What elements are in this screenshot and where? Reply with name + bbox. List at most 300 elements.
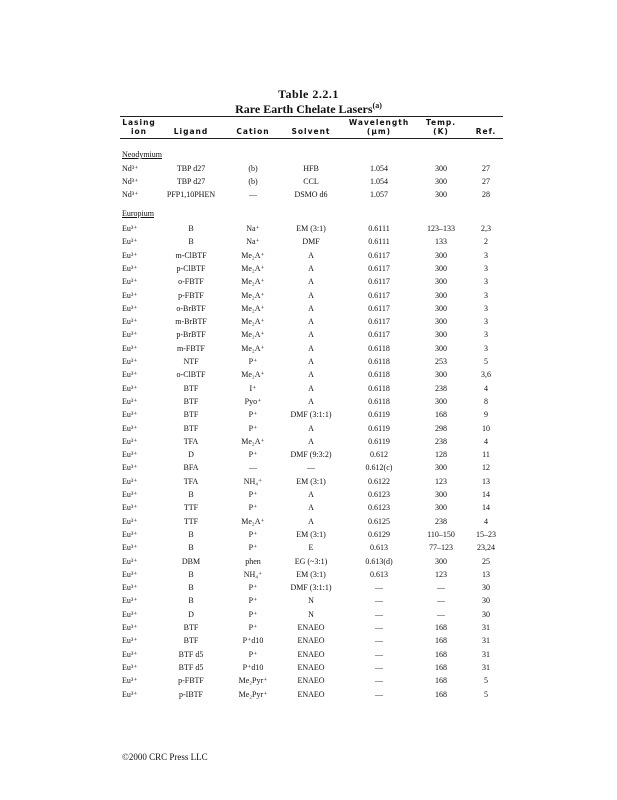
cell-cation: P⁺d10 [242,636,264,646]
cell-wavelength: 0.6119 [368,436,390,446]
cell-wavelength: 0.6119 [368,410,390,420]
cell-ligand: B [188,490,194,499]
cell-reference: 23,24 [477,543,495,553]
cell-temperature: 168 [435,636,447,646]
cell-ligand: m-BrBTF [175,317,207,327]
cell-temperature: 168 [435,649,447,659]
header-lasing-ion [118,118,160,136]
cell-temperature: 238 [435,516,447,526]
cell-temperature: 123–133 [427,224,455,233]
cell-solvent: A [308,396,314,406]
cell-lasing-ion: Eu³⁺ [122,490,138,499]
cell-wavelength: — [375,676,383,686]
cell-reference: 2,3 [481,224,491,233]
cell-ligand: TFA [183,476,199,486]
cell-wavelength: 0.6117 [368,250,390,260]
cell-temperature: 110–150 [427,529,455,539]
cell-reference: 11 [482,450,490,460]
cell-wavelength: 0.6129 [368,529,390,539]
cell-lasing-ion: Eu³⁺ [122,357,138,366]
header-bottom-rule [120,138,503,139]
cell-wavelength: 0.6111 [368,237,390,247]
cell-ligand: TTF [183,516,199,526]
cell-reference: 3 [484,330,488,340]
cell-reference: 30 [482,583,490,593]
cell-solvent: A [308,490,314,499]
cell-lasing-ion: Eu³⁺ [122,503,138,513]
cell-cation: P⁺ [248,450,258,460]
cell-temperature: 77–123 [429,543,453,553]
cell-wavelength: 0.612(c) [365,463,393,473]
table-row [0,463,617,474]
cell-lasing-ion: Eu³⁺ [122,317,138,327]
cell-solvent: EM (3:1) [296,224,326,233]
cell-ligand: m-ClBTF [175,250,207,260]
cell-reference: 4 [484,436,488,446]
cell-cation: — [249,463,257,473]
cell-lasing-ion: Eu³⁺ [122,516,138,526]
table-row [0,690,617,701]
header-temp-line2: (K) [433,127,449,136]
cell-ligand: NTF [183,357,199,366]
cell-reference: 30 [482,609,490,619]
cell-cation: P⁺d10 [242,662,264,672]
cell-cation: Na⁺ [246,237,260,247]
cell-solvent: A [308,436,314,446]
cell-solvent: N [308,596,314,606]
cell-ligand: BTF [183,623,199,632]
cell-solvent: A [308,383,314,393]
cell-wavelength: 0.613 [370,569,388,579]
table-row [0,477,617,488]
cell-cation: P⁺ [248,503,258,513]
cell-temperature: 300 [435,370,447,380]
cell-wavelength: 0.6117 [368,290,390,300]
cell-temperature: 300 [435,250,447,260]
table-row [0,424,617,435]
cell-wavelength: 0.6123 [368,490,390,499]
table-row [0,583,617,594]
cell-reference: 15–23 [476,529,496,539]
cell-cation: Me₂A⁺ [241,263,265,273]
table-row [0,370,617,381]
cell-ligand: BTF [183,383,199,393]
cell-cation: Na⁺ [246,224,260,233]
cell-ligand: B [188,583,194,593]
cell-temperature: 300 [435,263,447,273]
table-row [0,410,617,421]
table-row [0,636,617,647]
cell-reference: 31 [482,636,490,646]
cell-lasing-ion: Eu³⁺ [122,609,138,619]
cell-lasing-ion: Eu³⁺ [122,396,138,406]
cell-reference: 13 [482,476,490,486]
cell-solvent: — [307,463,315,473]
cell-reference: 10 [482,423,490,433]
cell-reference: 31 [482,662,490,672]
cell-temperature: 300 [435,317,447,327]
cell-temperature: 298 [435,423,447,433]
cell-temperature: 128 [435,450,447,460]
header-temp-line1: Temp. [425,118,457,127]
cell-cation: Me₂A⁺ [241,250,265,260]
cell-ligand: TBP d27 [176,177,206,186]
table-row [0,623,617,634]
cell-reference: 3,6 [481,370,491,380]
cell-temperature: 300 [435,396,447,406]
cell-wavelength: — [375,636,383,646]
cell-reference: 14 [482,490,490,499]
cell-ligand: BTF d5 [178,662,204,672]
cell-wavelength: 0.6117 [368,317,390,327]
cell-cation: — [249,190,257,199]
cell-reference: 9 [484,410,488,420]
table-row [0,304,617,315]
table-row [0,317,617,328]
table-row [0,397,617,408]
cell-lasing-ion: Eu³⁺ [122,596,138,606]
cell-lasing-ion: Eu³⁺ [122,290,138,300]
cell-ligand: DBM [181,556,201,566]
cell-ligand: BTF [183,636,199,646]
cell-wavelength: — [375,596,383,606]
cell-reference: 5 [484,357,488,366]
cell-cation: Me₂A⁺ [241,303,265,313]
table-row [0,251,617,262]
cell-reference: 3 [484,290,488,300]
cell-wavelength: 0.6122 [368,476,390,486]
cell-cation: phen [245,556,261,566]
cell-temperature: 300 [435,343,447,353]
cell-cation: (b) [248,177,258,186]
table-row [0,663,617,674]
cell-lasing-ion: Eu³⁺ [122,583,138,593]
cell-solvent: E [308,543,314,553]
cell-solvent: A [308,357,314,366]
cell-ligand: TBP d27 [176,164,206,173]
cell-wavelength: 1.054 [370,164,388,173]
cell-temperature: 300 [435,290,447,300]
header-lasing-line2: ion [130,127,148,136]
cell-ligand: D [188,450,194,460]
table-row [0,676,617,687]
header-cation: Cation [236,127,270,136]
cell-cation: Me₂A⁺ [241,290,265,300]
cell-reference: 27 [482,164,490,173]
cell-temperature: — [437,596,445,606]
cell-wavelength: 0.6118 [368,357,390,366]
cell-cation: Me₂A⁺ [241,370,265,380]
cell-lasing-ion: Eu³⁺ [122,277,138,287]
cell-cation: P⁺ [248,529,258,539]
cell-ligand: o-ClBTF [176,370,206,380]
table-row [0,264,617,275]
cell-ligand: BTF [183,396,199,406]
cell-temperature: 300 [435,556,447,566]
cell-reference: 31 [482,649,490,659]
cell-temperature: 238 [435,436,447,446]
cell-lasing-ion: Nd³⁺ [122,177,139,186]
table-row [0,490,617,501]
cell-lasing-ion: Eu³⁺ [122,383,138,393]
cell-reference: 14 [482,503,490,513]
cell-solvent: A [308,516,314,526]
cell-lasing-ion: Eu³⁺ [122,689,138,699]
table-row [0,177,617,188]
table-row [0,503,617,514]
cell-temperature: 168 [435,410,447,420]
table-row [0,357,617,368]
cell-temperature: 168 [435,623,447,632]
cell-lasing-ion: Eu³⁺ [122,330,138,340]
cell-solvent: A [308,503,314,513]
cell-wavelength: 1.054 [370,177,388,186]
cell-wavelength: 0.6118 [368,396,390,406]
cell-lasing-ion: Eu³⁺ [122,543,138,553]
cell-cation: Me₂A⁺ [241,330,265,340]
cell-ligand: BTF d5 [178,649,204,659]
cell-wavelength: 0.6117 [368,303,390,313]
cell-solvent: EG (~3:1) [294,556,328,566]
cell-ligand: p-BrBTF [176,330,206,340]
cell-wavelength: 0.6125 [368,516,390,526]
cell-cation: NH₄⁺ [243,476,263,486]
header-ref: Ref. [475,127,497,136]
table-title: Table 2.2.1 [278,87,339,101]
table-row [0,344,617,355]
cell-cation: P⁺ [248,649,258,659]
cell-temperature: 300 [435,503,447,513]
cell-solvent: A [308,277,314,287]
cell-cation: P⁺ [248,357,258,366]
table-row [0,543,617,554]
cell-temperature: 123 [435,476,447,486]
cell-cation: Me₂Pyr⁺ [238,689,268,699]
cell-solvent: CCL [303,177,319,186]
table-row [0,277,617,288]
cell-wavelength: — [375,662,383,672]
cell-cation: P⁺ [248,596,258,606]
cell-reference: 5 [484,676,488,686]
table-row [0,596,617,607]
cell-temperature: 238 [435,383,447,393]
cell-cation: Me₂A⁺ [241,436,265,446]
cell-ligand: o-BrBTF [176,303,206,313]
table-row [0,164,617,175]
header-ligand: Ligand [173,127,209,136]
cell-wavelength: 0.6117 [368,330,390,340]
subtitle-note: (a) [372,101,382,110]
cell-solvent: ENAEO [297,662,325,672]
cell-cation: Me₂A⁺ [241,277,265,287]
cell-temperature: — [437,609,445,619]
cell-temperature: 300 [435,190,447,199]
cell-cation: Me₂Pyr⁺ [238,676,268,686]
cell-solvent: A [308,423,314,433]
cell-wavelength: 0.6118 [368,370,390,380]
cell-wavelength: 0.6118 [368,383,390,393]
copyright-footer: ©2000 CRC Press LLC [122,752,208,762]
cell-solvent: A [308,290,314,300]
cell-lasing-ion: Eu³⁺ [122,250,138,260]
cell-solvent: EM (3:1) [296,529,326,539]
section-heading: Europium [122,209,154,218]
table-row [0,450,617,461]
cell-temperature: 253 [435,357,447,366]
cell-lasing-ion: Eu³⁺ [122,224,138,233]
cell-lasing-ion: Eu³⁺ [122,423,138,433]
cell-wavelength: — [375,689,383,699]
cell-reference: 3 [484,263,488,273]
cell-temperature: 300 [435,463,447,473]
cell-solvent: ENAEO [297,649,325,659]
cell-reference: 31 [482,623,490,632]
cell-lasing-ion: Eu³⁺ [122,436,138,446]
cell-lasing-ion: Eu³⁺ [122,649,138,659]
cell-cation: P⁺ [248,609,258,619]
header-top-rule [120,116,503,117]
table-row [0,330,617,341]
table-row [0,224,617,235]
cell-ligand: PFP1,10PHEN [166,190,216,199]
cell-cation: P⁺ [248,583,258,593]
cell-ligand: BTF [183,423,199,433]
cell-solvent: A [308,330,314,340]
cell-cation: Me₂A⁺ [241,516,265,526]
cell-wavelength: 0.6111 [368,224,390,233]
cell-ligand: B [188,237,194,247]
header-lasing-line1: Lasing [122,118,156,127]
cell-reference: 3 [484,250,488,260]
cell-lasing-ion: Eu³⁺ [122,529,138,539]
cell-wavelength: 0.6123 [368,503,390,513]
cell-wavelength: — [375,583,383,593]
cell-reference: 30 [482,596,490,606]
cell-wavelength: — [375,649,383,659]
cell-temperature: 300 [435,330,447,340]
cell-wavelength: — [375,609,383,619]
table-row [0,570,617,581]
cell-temperature: 123 [435,569,447,579]
cell-reference: 27 [482,177,490,186]
cell-cation: Pyo⁺ [244,396,262,406]
cell-wavelength: 0.6118 [368,343,390,353]
header-wavelength-line2: (μm) [366,127,392,136]
cell-solvent: EM (3:1) [296,476,326,486]
header-wavelength [344,118,414,136]
cell-reference: 2 [484,237,488,247]
cell-wavelength: 0.612 [370,450,388,460]
cell-solvent: DMF [302,237,320,247]
cell-reference: 3 [484,277,488,287]
cell-solvent: HFB [303,164,319,173]
cell-lasing-ion: Eu³⁺ [122,237,138,247]
subtitle-text: Rare Earth Chelate Lasers [235,102,373,116]
cell-cation: P⁺ [248,423,258,433]
cell-cation: Me₂A⁺ [241,343,265,353]
cell-solvent: A [308,263,314,273]
cell-ligand: BFA [183,463,199,473]
cell-lasing-ion: Eu³⁺ [122,556,138,566]
cell-temperature: 300 [435,177,447,186]
table-row [0,610,617,621]
cell-lasing-ion: Eu³⁺ [122,636,138,646]
cell-solvent: ENAEO [297,623,325,632]
cell-ligand: p-FBTF [178,290,204,300]
cell-temperature: — [437,583,445,593]
table-row [0,437,617,448]
cell-temperature: 168 [435,689,447,699]
header-temp [414,118,468,136]
cell-ligand: p-FBTF [178,676,204,686]
cell-lasing-ion: Eu³⁺ [122,410,138,420]
cell-ligand: B [188,224,194,233]
cell-ligand: m-FBTF [176,343,205,353]
cell-reference: 13 [482,569,490,579]
cell-reference: 3 [484,343,488,353]
cell-lasing-ion: Eu³⁺ [122,476,138,486]
cell-reference: 5 [484,689,488,699]
cell-lasing-ion: Nd³⁺ [122,190,139,199]
cell-lasing-ion: Eu³⁺ [122,463,138,473]
cell-temperature: 300 [435,277,447,287]
table-row [0,557,617,568]
cell-cation: P⁺ [248,410,258,420]
cell-cation: NH₄⁺ [243,569,263,579]
cell-temperature: 300 [435,164,447,173]
cell-reference: 4 [484,516,488,526]
cell-ligand: TTF [183,503,199,513]
cell-wavelength: 0.613 [370,543,388,553]
cell-solvent: DSMO d6 [294,190,328,199]
cell-solvent: A [308,370,314,380]
cell-temperature: 133 [435,237,447,247]
cell-temperature: 168 [435,676,447,686]
cell-cation: (b) [248,164,258,173]
cell-reference: 25 [482,556,490,566]
cell-lasing-ion: Eu³⁺ [122,676,138,686]
table-row [0,530,617,541]
cell-cation: Me₂A⁺ [241,317,265,327]
cell-ligand: B [188,543,194,553]
cell-solvent: DMF (3:1:1) [290,410,332,420]
table-row [0,237,617,248]
cell-wavelength: 0.6117 [368,277,390,287]
cell-ligand: BTF [183,410,199,420]
header-solvent: Solvent [291,127,331,136]
table-row [0,291,617,302]
cell-lasing-ion: Eu³⁺ [122,370,138,380]
table-row [0,384,617,395]
cell-temperature: 300 [435,490,447,499]
cell-wavelength: 0.6119 [368,423,390,433]
cell-solvent: ENAEO [297,636,325,646]
cell-reference: 8 [484,396,488,406]
cell-temperature: 300 [435,303,447,313]
cell-cation: I⁺ [249,383,257,393]
cell-reference: 3 [484,303,488,313]
cell-cation: P⁺ [248,490,258,499]
cell-solvent: A [308,343,314,353]
cell-cation: P⁺ [248,623,258,632]
cell-solvent: ENAEO [297,689,325,699]
cell-reference: 12 [482,463,490,473]
cell-solvent: ENAEO [297,676,325,686]
section-heading: Neodymium [122,150,162,159]
cell-lasing-ion: Nd³⁺ [122,164,139,173]
cell-reference: 28 [482,190,490,199]
cell-solvent: N [308,609,314,619]
